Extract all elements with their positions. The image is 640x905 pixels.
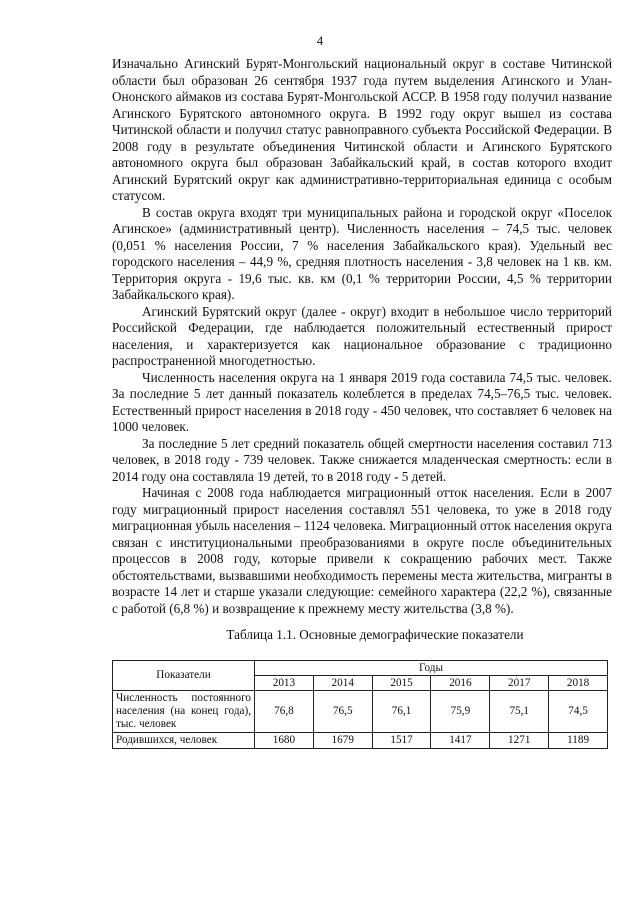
table-caption: Таблица 1.1. Основные демографические показатели — [226, 627, 524, 642]
row-label: Родившихся, человек — [113, 732, 255, 748]
header-year: 2014 — [313, 675, 372, 690]
row-label: Численность постоянного населения (на конец года), тыс. человек — [113, 690, 255, 732]
paragraph: В состав округа входят три муниципальных района и городской округ «Поселок Агинское» (административный центр). Численность населения – 74,5 тыс. человек (0,051 % населения России, 7 % населения Забайкальского края). Удельный вес городского населения – 44,9 %, средняя плотность населения - 3,8 человек на 1 кв. км. Территория округа - 19,6 тыс. кв. км (0,1 % территории России, 4,5 % территории Забайкальского края). — [112, 204, 612, 302]
table-cell: 1189 — [549, 732, 608, 748]
paragraph: Агинский Бурятский округ (далее - округ) входит в небольшое число территорий Российской Федерации, где наблюдается положительный естественный прирост населения, и характеризуется как национальное образование с традиционно распространенной многодетностью. — [112, 303, 612, 368]
header-year: 2018 — [549, 675, 608, 690]
paragraph: Начиная с 2008 года наблюдается миграционный отток населения. Если в 2007 году миграционный прирост населения составлял 551 человека, то уже в 2018 году миграционная убыль населения – 1124 человека. Миграционный отток населения округа связан с институциональными преобразованиями в округе после объединительных процессов в 2008 году, которые привели к сокращению рабочих мест. Также обстоятельствами, вызвавшими необходимость перемены места жительства, мигранты в возрасте 14 лет и старше указали следующие: семейного характера (22,2 %), связанные с работой (6,8 %) и возвращение к прежнему месту жительства (3,8 %). — [112, 485, 612, 616]
table-row — [113, 732, 608, 748]
header-year: 2013 — [255, 675, 314, 690]
table-cell: 1517 — [372, 732, 431, 748]
header-indicator: Показатели — [113, 660, 255, 690]
table-cell: 1417 — [431, 732, 490, 748]
table-row — [113, 690, 608, 732]
table-cell: 76,8 — [255, 690, 314, 732]
table-cell: 1271 — [490, 732, 549, 748]
table-cell: 75,1 — [490, 690, 549, 732]
paragraph: За последние 5 лет средний показатель общей смертности населения составил 713 человек, в 2018 году - 739 человек. Также снижается младенческая смертность: если в 2014 году она составляла 19 детей, то в 2018 году - 5 детей. — [112, 435, 612, 484]
table-cell: 75,9 — [431, 690, 490, 732]
header-year: 2016 — [431, 675, 490, 690]
header-years-group: Годы — [255, 660, 608, 675]
header-year: 2017 — [490, 675, 549, 690]
table-cell: 76,1 — [372, 690, 431, 732]
table-cell: 74,5 — [549, 690, 608, 732]
header-year: 2015 — [372, 675, 431, 690]
paragraph: Численность населения округа на 1 января 2019 года составила 74,5 тыс. человек. За последние 5 лет данный показатель колеблется в пределах 74,5–76,5 тыс. человек. Естественный прирост населения в 2018 году - 450 человек, что составляет 6 человек на 1000 человек. — [112, 369, 612, 434]
page-number: 4 — [316, 33, 324, 48]
table-body — [113, 690, 608, 748]
table-cell: 1679 — [313, 732, 372, 748]
document-body — [112, 56, 612, 749]
demographic-table — [112, 660, 608, 749]
table-header-row — [113, 660, 608, 675]
paragraph-list — [112, 56, 612, 617]
paragraph: Изначально Агинский Бурят-Монгольский национальный округ в составе Читинской области был образован 26 сентября 1937 года путем выделения Агинского и Улан-Ононского аймаков из состава Бурят-Монгольской АССР. В 1958 году получил название Агинского Бурятского автономного округа. В 1992 году округ вышел из состава Читинской области и получил статус равноправного субъекта Российской Федерации. В 2008 году в результате объединения Читинской области и Агинского Бурятского автономного округа был образован Забайкальский край, в состав которого входит Агинский Бурятский округ как административно-территориальная единица с особым статусом. — [112, 56, 612, 203]
table-cell: 76,5 — [313, 690, 372, 732]
table-cell: 1680 — [255, 732, 314, 748]
